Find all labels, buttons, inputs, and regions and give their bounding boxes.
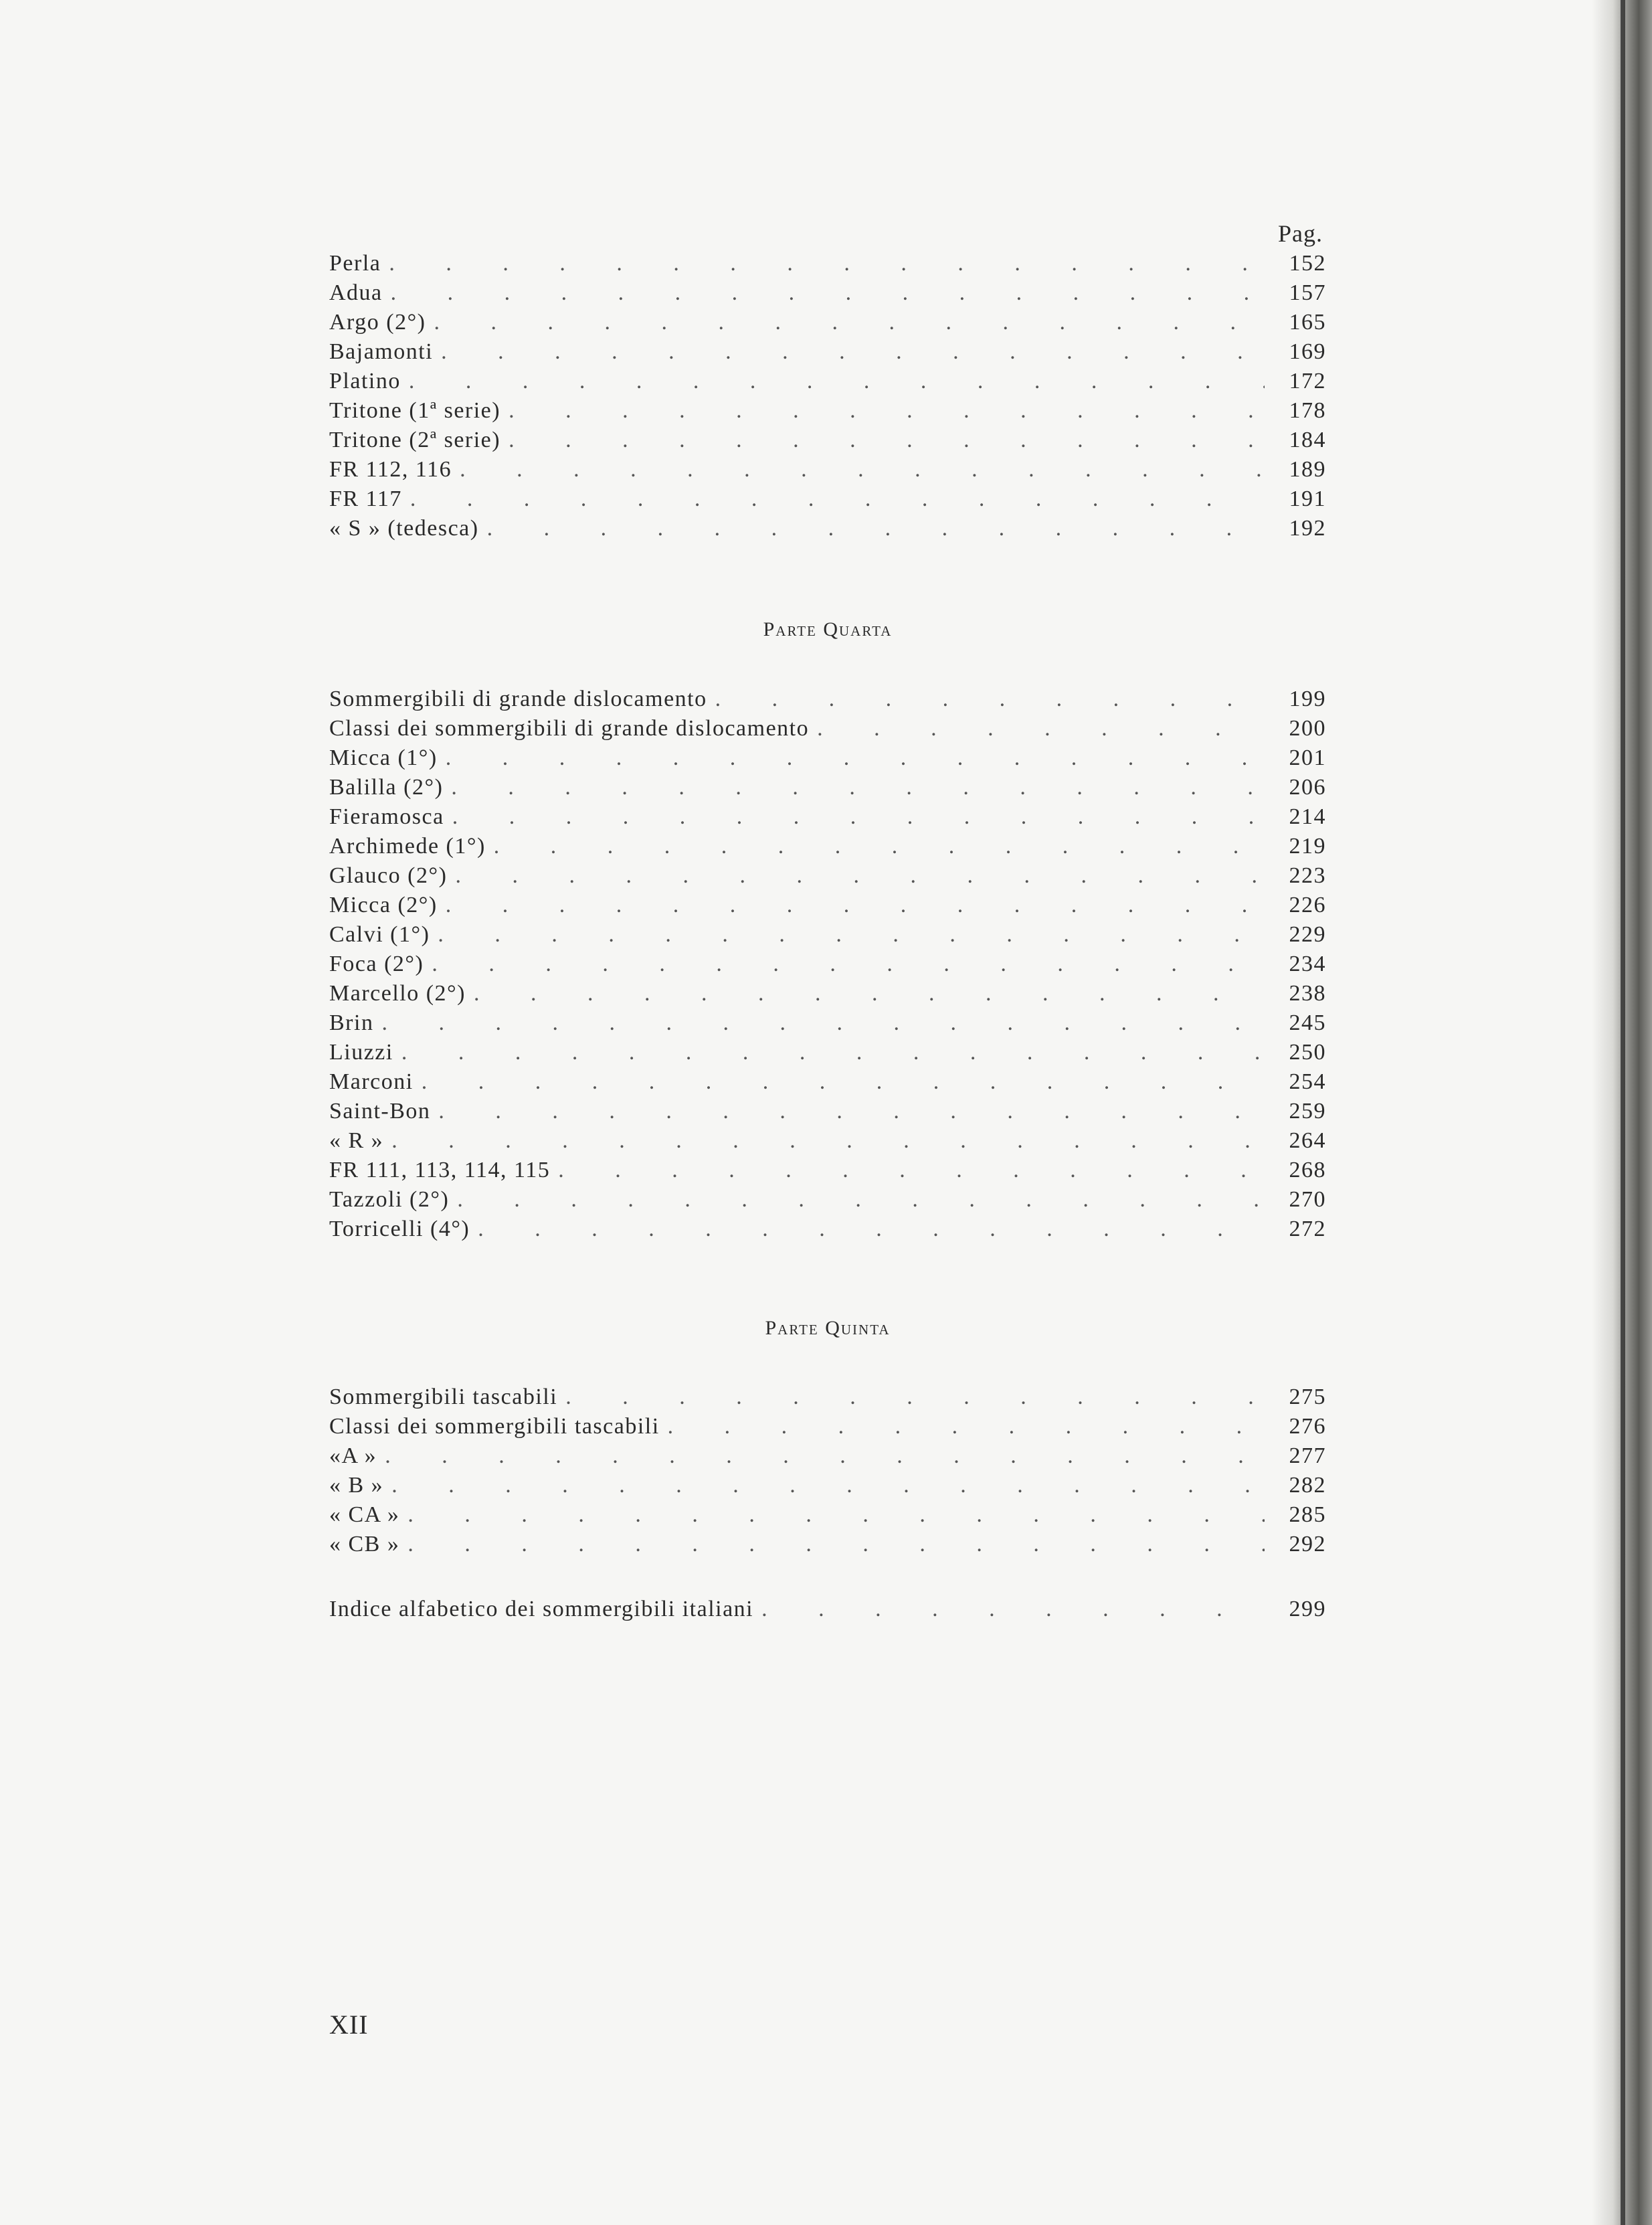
toc-entry <box>329 308 1326 337</box>
toc-entry <box>329 1215 1326 1244</box>
toc-entry-title: « CA » <box>329 1502 400 1527</box>
toc-leader-dots <box>509 426 1265 455</box>
toc-leader-dots <box>668 1412 1265 1441</box>
toc-leader-dots <box>487 514 1265 543</box>
toc-entry <box>329 367 1326 396</box>
toc-entry <box>329 484 1326 514</box>
toc-entry-page: 254 <box>1289 1069 1326 1094</box>
toc-entry <box>329 337 1326 367</box>
toc-leader-dots <box>494 832 1265 861</box>
toc-entry-title: Bajamonti <box>329 339 434 364</box>
toc-entry-title: Calvi (1°) <box>329 922 430 947</box>
toc-entry <box>329 278 1326 308</box>
toc-leader-dots <box>452 802 1265 832</box>
toc-entry-title: « B » <box>329 1473 384 1498</box>
toc-entry-page: 275 <box>1289 1385 1326 1409</box>
toc-leader-dots <box>438 1097 1265 1126</box>
toc-entry-page: 191 <box>1289 486 1326 511</box>
toc-entry-title: Argo (2°) <box>329 310 426 335</box>
toc-leader-dots <box>434 308 1265 337</box>
toc-entry-page: 157 <box>1289 280 1326 305</box>
toc-entry-title: Archimede (1°) <box>329 834 486 859</box>
toc-entry-page: 268 <box>1289 1158 1326 1182</box>
toc-entry-title: Adua <box>329 280 383 305</box>
toc-entry-title: Sommergibili tascabili <box>329 1385 558 1409</box>
toc-leader-dots <box>422 1067 1265 1097</box>
toc-entry <box>329 1441 1326 1471</box>
toc-entry-page: 200 <box>1289 716 1326 741</box>
toc-entry-title: «A » <box>329 1443 377 1468</box>
toc-entry <box>329 950 1326 979</box>
toc-entry-page: 238 <box>1289 981 1326 1006</box>
toc-entry-page: 226 <box>1289 893 1326 917</box>
toc-entry-title: Perla <box>329 251 381 276</box>
toc-group-part-three <box>329 249 1326 543</box>
toc-entry-page: 178 <box>1289 398 1326 423</box>
toc-entry-page: 229 <box>1289 922 1326 947</box>
toc-leader-dots <box>401 1038 1265 1067</box>
toc-entry-page: 189 <box>1289 457 1326 482</box>
toc-leader-dots <box>455 861 1265 891</box>
toc-entry-title: Tritone (2ª serie) <box>329 428 501 452</box>
toc-entry-page: 184 <box>1289 428 1326 452</box>
toc-leader-dots <box>391 1471 1265 1500</box>
toc-entry-title: Sommergibili di grande dislocamento <box>329 687 707 711</box>
toc-entry <box>329 1412 1326 1441</box>
toc-leader-dots <box>460 455 1265 484</box>
toc-entry-page: 201 <box>1289 745 1326 770</box>
toc-entry-page: 277 <box>1289 1443 1326 1468</box>
toc-leader-dots <box>410 484 1265 514</box>
toc-leader-dots <box>391 1126 1265 1156</box>
toc-entry-page: 192 <box>1289 516 1326 541</box>
toc-entry-title: Indice alfabetico dei sommergibili italiani <box>329 1597 754 1621</box>
toc-entry <box>329 249 1326 278</box>
toc-entry <box>329 1530 1326 1559</box>
toc-entry-page: 199 <box>1289 687 1326 711</box>
toc-entry-page: 270 <box>1289 1187 1326 1212</box>
toc-entry-title: Torricelli (4°) <box>329 1217 470 1241</box>
toc-leader-dots <box>407 1500 1265 1530</box>
toc-entry <box>329 1595 1326 1624</box>
toc-entry-title: Foca (2°) <box>329 952 424 976</box>
toc-leader-dots <box>407 1530 1265 1559</box>
toc-entry-title: Saint-Bon <box>329 1099 431 1124</box>
toc-entry-page: 282 <box>1289 1473 1326 1498</box>
toc-entry-page: 206 <box>1289 775 1326 800</box>
toc-leader-dots <box>474 979 1265 1008</box>
toc-entry-title: « S » (tedesca) <box>329 516 479 541</box>
toc-entry <box>329 1185 1326 1215</box>
toc-leader-dots <box>438 920 1265 950</box>
section-heading-parte-quarta: Parte Quarta <box>763 618 893 640</box>
toc-entry-title: Platino <box>329 369 401 393</box>
toc-entry-page: 285 <box>1289 1502 1326 1527</box>
toc-entry-title: FR 112, 116 <box>329 457 452 482</box>
toc-entry <box>329 920 1326 950</box>
toc-entry <box>329 832 1326 861</box>
toc-leader-dots <box>446 743 1265 773</box>
toc-entry <box>329 1097 1326 1126</box>
toc-leader-dots <box>451 773 1265 802</box>
toc-entry-title: Marconi <box>329 1069 414 1094</box>
toc-entry <box>329 1383 1326 1412</box>
toc-leader-dots <box>385 1441 1265 1471</box>
toc-leader-dots <box>432 950 1265 979</box>
toc-entry-page: 245 <box>1289 1010 1326 1035</box>
toc-entry <box>329 773 1326 802</box>
toc-leader-dots <box>761 1595 1265 1624</box>
toc-entry-page: 223 <box>1289 863 1326 888</box>
toc-entry-title: Glauco (2°) <box>329 863 448 888</box>
toc-group-part-four <box>329 685 1326 1244</box>
toc-entry-page: 292 <box>1289 1532 1326 1556</box>
toc-leader-dots <box>457 1185 1265 1215</box>
toc-entry-title: Micca (1°) <box>329 745 438 770</box>
toc-entry <box>329 861 1326 891</box>
toc-entry-page: 172 <box>1289 369 1326 393</box>
toc-entry-title: Micca (2°) <box>329 893 438 917</box>
toc-entry <box>329 1156 1326 1185</box>
toc-entry-title: Classi dei sommergibili tascabili <box>329 1414 660 1439</box>
section-heading-parte-quinta: Parte Quinta <box>765 1317 891 1339</box>
toc-leader-dots <box>391 278 1265 308</box>
toc-entry-page: 165 <box>1289 310 1326 335</box>
toc-entry <box>329 979 1326 1008</box>
toc-entry-page: 259 <box>1289 1099 1326 1124</box>
toc-entry <box>329 1067 1326 1097</box>
toc-leader-dots <box>446 891 1265 920</box>
toc-leader-dots <box>558 1156 1265 1185</box>
toc-entry-title: Marcello (2°) <box>329 981 466 1006</box>
toc-entry-title: Fieramosca <box>329 804 444 829</box>
toc-group-index <box>329 1595 1326 1624</box>
toc-entry <box>329 1500 1326 1530</box>
toc-entry-page: 276 <box>1289 1414 1326 1439</box>
toc-leader-dots <box>817 714 1265 743</box>
toc-entry-title: « CB » <box>329 1532 400 1556</box>
toc-group-part-five <box>329 1383 1326 1559</box>
toc-entry-title: Tritone (1ª serie) <box>329 398 501 423</box>
toc-entry <box>329 1126 1326 1156</box>
toc-entry <box>329 1038 1326 1067</box>
page-edge-binding <box>1621 0 1625 2225</box>
toc-leader-dots <box>409 367 1265 396</box>
toc-entry-page: 152 <box>1289 251 1326 276</box>
page-folio: XII <box>329 2010 369 2040</box>
toc-entry-page: 299 <box>1289 1597 1326 1621</box>
toc-leader-dots <box>389 249 1265 278</box>
toc-leader-dots <box>509 396 1265 426</box>
toc-entry-page: 169 <box>1289 339 1326 364</box>
toc-entry-page: 219 <box>1289 834 1326 859</box>
page-column-header: Pag. <box>1278 220 1323 247</box>
toc-entry-page: 234 <box>1289 952 1326 976</box>
toc-entry-page: 250 <box>1289 1040 1326 1065</box>
toc-entry <box>329 1008 1326 1038</box>
toc-entry <box>329 455 1326 484</box>
toc-entry <box>329 1471 1326 1500</box>
toc-entry-page: 214 <box>1289 804 1326 829</box>
toc-entry-page: 264 <box>1289 1128 1326 1153</box>
toc-entry-title: Liuzzi <box>329 1040 393 1065</box>
toc-leader-dots <box>381 1008 1265 1038</box>
toc-entry-page: 272 <box>1289 1217 1326 1241</box>
toc-entry <box>329 396 1326 426</box>
toc-entry-title: FR 117 <box>329 486 402 511</box>
toc-entry-title: « R » <box>329 1128 384 1153</box>
toc-entry-title: Balilla (2°) <box>329 775 444 800</box>
toc-entry-title: Brin <box>329 1010 374 1035</box>
toc-entry <box>329 514 1326 543</box>
toc-leader-dots <box>715 685 1265 714</box>
toc-entry <box>329 426 1326 455</box>
toc-entry <box>329 685 1326 714</box>
toc-entry-title: Tazzoli (2°) <box>329 1187 450 1212</box>
toc-entry <box>329 802 1326 832</box>
toc-entry-title: Classi dei sommergibili di grande dislocamento <box>329 716 810 741</box>
toc-entry <box>329 891 1326 920</box>
toc-entry-title: FR 111, 113, 114, 115 <box>329 1158 551 1182</box>
toc-leader-dots <box>478 1215 1265 1244</box>
toc-leader-dots <box>565 1383 1265 1412</box>
toc-entry <box>329 714 1326 743</box>
toc-entry <box>329 743 1326 773</box>
toc-leader-dots <box>441 337 1265 367</box>
